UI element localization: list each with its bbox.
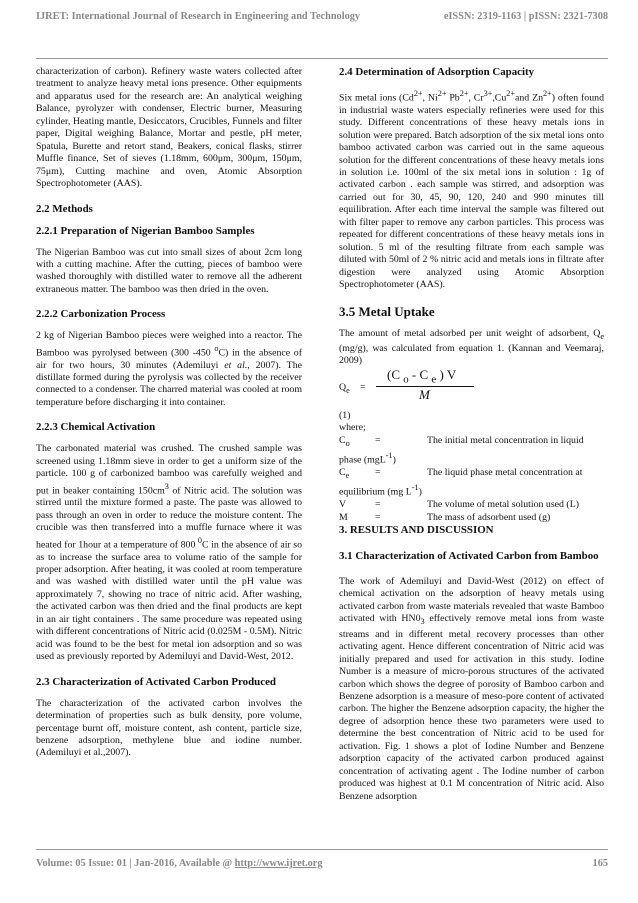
- definition-m: M = The mass of adsorbent used (g): [339, 511, 551, 523]
- heading-3-5: 3.5 Metal Uptake: [339, 303, 435, 319]
- paragraph-2-2-1: The Nigerian Bamboo was cut into small sizes of about 2cm long with a cutting machine. After the cutting, pieces of bamboo were washed thoroughly with distilled water to remove all the adherent extraneous matter. The bamboo was then dried in the oven.: [36, 246, 302, 295]
- heading-2-2-1: 2.2.1 Preparation of Nigerian Bamboo Samples: [36, 224, 255, 237]
- paragraph-3-1: The work of Ademiluyi and David-West (2012) on effect of chemical activation on the adsorption of heavy metals using activated carbon from waste materials revealed that waste Bamboo activated with $HN0_3$ effectively remove metal ions from waste streams and in different metal recovery processes than other activating agent. Hence different concentration of Nitric acid was initially prepared and used for activation in this study. Iodine Number is a measure of micro-porous structures of the activated carbon which shows the degree of porosity of Bamboo carbon and Benzene adsorption is a measure of meso-pore content of activated carbon. The higher the Benzene adsorption capacity, the higher the degree of adsorption hence these two parameters were used to determine the best concentration of Nitric acid to be used for activation. Fig. 1 shows a plot of Iodine Number and Benzene adsorption capacity of the activated carbon produced against concentration of activating agent . The Iodine number of carbon produced was highest at 0.1 M concentration of Nitric acid. Also Benzene adsorption: [339, 575, 604, 802]
- heading-2-2: 2.2 Methods: [36, 202, 93, 215]
- running-header: [36, 11, 608, 22]
- paragraph-2-2-2: 2 kg of Nigerian Bamboo pieces were weighed into a reactor. The Bamboo was pyrolysed between (300 -450 $^o$C) in the absence of air for two hours, 30 minutes (Ademiluyi et al., 2007). The distillate formed during the pyrolysis was collected by the receiver connected to a condenser. The charred material was cooled at room temperature before discharging it into container.: [36, 330, 302, 408]
- right-column: [339, 66, 604, 803]
- definition-co: $C_o$ = The initial metal concentration in liquid: [339, 434, 584, 448]
- footer-rule: [36, 849, 608, 850]
- intro-paragraph: characterization of carbon). Refinery waste waters collected after treatment to analyze heavy metal ions presence. Other equipments and apparatus used for the research are: An analytical weighing Balance, pyrolyzer with condenser, Electric burner, Measuring cylinder, Heating mantle, Desiccators, Crucibles, Funnels and filter paper, Digital weighing Balance, Mortar and pestle, pH meter, Spatula, Burette and retort stand, Beakers, conical flasks, stirrer Muffle finance, Set of sieves (1.18mm, 600μm, 300μm, 150μm, 75μm), Cutting machine and oven, Atomic Absorption Spectrophotometer (AAS).: [36, 66, 302, 190]
- equation-number: (1): [339, 409, 351, 421]
- running-footer: [36, 858, 608, 869]
- issn: eISSN: 2319-1163 | pISSN: 2321-7308: [443, 11, 608, 22]
- header-rule: [36, 58, 608, 59]
- equation-equals: =: [360, 381, 366, 393]
- heading-3: 3. RESULTS AND DISCUSSION: [339, 523, 494, 536]
- definition-ce-cont: equilibrium (mg $L^{-1}$): [339, 483, 422, 498]
- footer-volume: Volume: 05 Issue: 01 | Jan-2016, Available @ http://www.ijret.org: [36, 858, 323, 869]
- equation-1: [339, 366, 604, 410]
- equation-denominator: M: [419, 386, 430, 402]
- left-column: [36, 66, 302, 760]
- heading-3-1: 3.1 Characterization of Activated Carbon from Bamboo: [339, 549, 599, 562]
- paragraph-2-3: The characterization of the activated carbon involves the determination of properties such as bulk density, pore volume, percentage burnt off, moisture content, ash content, particle size, benzene adsorption, methylene blue and iodine number. (Ademiluyi et al.,2007).: [36, 697, 302, 759]
- definition-co-cont: phase (mgL$^{-1}$): [339, 451, 396, 466]
- definition-v: V = The volume of metal solution used (L): [339, 499, 579, 511]
- heading-2-2-3: 2.2.3 Chemical Activation: [36, 421, 156, 434]
- equation-numerator: (C $_o$ - C $_e$ ) V: [387, 366, 457, 386]
- journal-name: IJRET: International Journal of Research in Engineering and Technology: [36, 11, 361, 22]
- journal-link[interactable]: http://www.ijret.org: [234, 858, 323, 869]
- paragraph-2-2-3: The carbonated material was crushed. The crushed sample was screened using 1.18mm sieve in order to get a uniform size of the particle. 100 g of carbonized bamboo was carefully weighed and put in beaker containing $150cm^3$ of Nitric acid. The solution was stirred until the mixture formed a paste. The paste was allowed to pass through an oven in order to reduce the moisture content. The crucible was then transferred into a muffle furnace where it was heated for 1hour at a temperature of 800 $^0$C in the absence of air so as to increase the surface area to volume ratio of the sample for proper adsorption. After heating, it was cooled at room temperature and was washed with distilled water until the pH value was approximately 7, showing no trace of nitric acid. After washing, the activated carbon was then dried and the final products are kept in an air tight containers . The same procedure was repeated using with different concentrations of Nitric acid (0.025M - 0.5M). Nitric acid was found to be the best for metal ion adsorption and so was used as previously reported by Ademiluyi and David-West, 2012.: [36, 443, 303, 663]
- paragraph-3-5: The amount of metal adsorbed per unit weight of adsorbent, $Q_e$ (mg/g), was calculated from equation 1. (Kannan and Veemaraj, 2009): [339, 327, 604, 367]
- equation-lhs: $Q_e$: [339, 381, 350, 395]
- page-number: 165: [592, 858, 608, 869]
- heading-2-3: 2.3 Characterization of Activated Carbon Produced: [36, 675, 276, 688]
- heading-2-4: 2.4 Determination of Adsorption Capacity: [339, 66, 535, 78]
- where-label: where;: [339, 422, 366, 434]
- heading-2-2-2: 2.2.2 Carbonization Process: [36, 308, 166, 321]
- definition-ce: $C_e$ = The liquid phase metal concentration at: [339, 466, 583, 480]
- paragraph-2-4: Six metal ions ($Cd^{2+}$, $Ni^{2+}$ $Pb^{2+}$, $Cr^{3+},Cu^{2+}and$ $Zn^{2+}$) often found in industrial waste waters especially refineries were used for this study. Different concentrations of these heavy metals ions in solution were prepared. Batch adsorption of the six metal ions onto bamboo activated carbon was carried out in the same aqueous solution for the different concentrations of these heavy metals ions in solution i.e. 100ml of the six metal ions in solution : 1g of activated carbon . each sample was stirred, and adsorption was carried out for 30, 45, 90, 120, 240 and 990 minutes till equilibration. After each time interval the sample was filtered out with filter paper to remove any carbon particles. This process was repeated for different concentrations of these heavy metals ions in solution. 5 ml of the resulting filtrate from each sample was diluted with 50ml of 2 % nitric acid and metals ions in filtrate after digestion were analyzed using Atomic Absorption Spectrophotometer (AAS).: [339, 89, 604, 291]
